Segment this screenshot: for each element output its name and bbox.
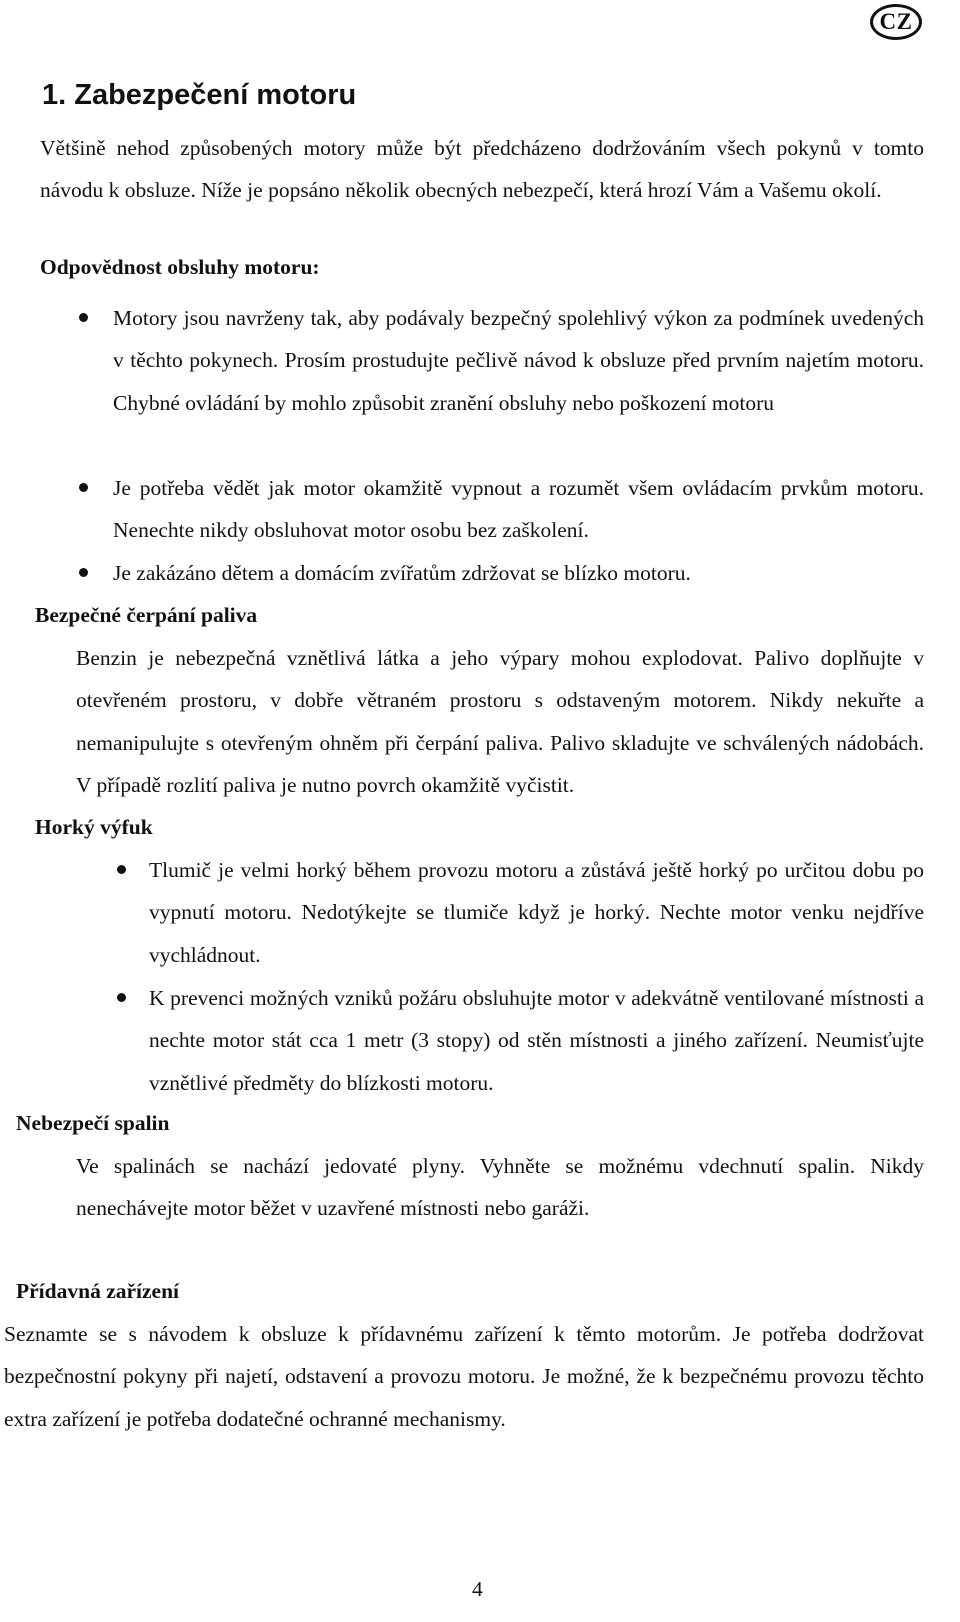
operator-heading: Odpovědnost obsluhy motoru: (40, 255, 320, 279)
operator-bullet-3: Je zakázáno dětem a domácím zvířatům zdržovat se blízko motoru. (113, 561, 691, 585)
bullet-icon (79, 483, 88, 492)
intro-paragraph: Většině nehod způsobených motory může být předcházeno dodržováním všech pokynů v tomto návodu k obsluze. Níže je popsáno několik obecných nebezpečí, která hrozí Vám a Vašemu okolí. (40, 136, 924, 203)
exhaust-bullet-2: K prevenci možných vzniků požáru obsluhujte motor v adekvátně ventilované místnosti a nechte motor stát cca 1 metr (3 stopy) od stěn místnosti a jiného zařízení. Neumisťujte vznětlivé předměty do blízkosti motoru. (149, 986, 924, 1095)
operator-bullet-2: Je potřeba vědět jak motor okamžitě vypnout a rozumět všem ovládacím prvkům motoru. Nenechte nikdy obsluhovat motor osobu bez zaškolení. (113, 476, 924, 543)
fumes-heading: Nebezpečí spalin (16, 1111, 170, 1135)
fumes-paragraph: Ve spalinách se nachází jedovaté plyny. Vyhněte se možnému vdechnutí spalin. Nikdy nenechávejte motor běžet v uzavřené místnosti nebo garáži. (76, 1154, 924, 1221)
fuel-heading: Bezpečné čerpání paliva (35, 603, 258, 627)
operator-bullet-1: Motory jsou navrženy tak, aby podávaly bezpečný spolehlivý výkon za podmínek uvedených v těchto pokynech. Prosím prostudujte pečlivě návod k obsluze před prvním najetím motoru. Chybné ovládání by mohlo způsobit zranění obsluhy nebo poškození motoru (113, 306, 924, 415)
page-number: 4 (472, 1577, 483, 1601)
accessories-heading: Přídavná zařízení (16, 1279, 180, 1303)
accessories-paragraph: Seznamte se s návodem k obsluze k přídavnému zařízení k těmto motorům. Je potřeba dodržovat bezpečnostní pokyny při najetí, odstavení a provozu motoru. Je možné, že k bezpečnému provozu těchto extra zařízení je potřeba dodatečné ochranné mechanismy. (4, 1322, 924, 1431)
language-badge: CZ (870, 4, 922, 40)
bullet-icon (79, 313, 88, 322)
bullet-icon (117, 993, 126, 1002)
exhaust-heading: Horký výfuk (35, 815, 153, 839)
bullet-icon (79, 568, 88, 577)
fuel-paragraph: Benzin je nebezpečná vznětlivá látka a jeho výpary mohou explodovat. Palivo doplňujte v otevřeném prostoru, v dobře větraném prostoru s odstaveným motorem. Nikdy nekuřte a nemanipulujte s otevřeným ohněm při čerpání paliva. Palivo skladujte ve schválených nádobách. V případě rozlití paliva je nutno povrch okamžitě vyčistit. (76, 646, 924, 797)
page-title: 1. Zabezpečení motoru (42, 79, 357, 111)
exhaust-bullet-1: Tlumič je velmi horký během provozu motoru a zůstává ještě horký po určitou dobu po vypnutí motoru. Nedotýkejte se tlumiče když je horký. Nechte motor venku nejdříve vychládnout. (149, 858, 924, 967)
bullet-icon (117, 865, 126, 874)
